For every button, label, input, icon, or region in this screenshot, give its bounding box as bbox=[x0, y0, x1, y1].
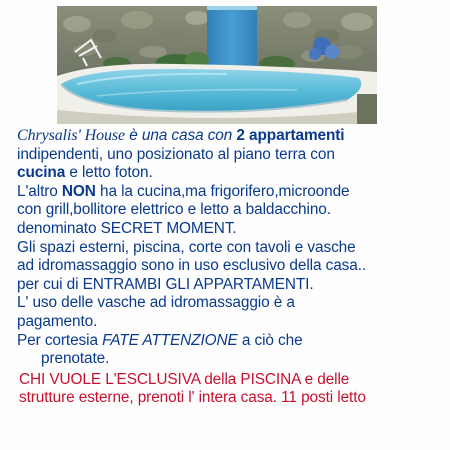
text-segment: è una casa con bbox=[125, 127, 237, 144]
warning-line-1: CHI VUOLE L'ESCLUSIVA della PISCINA e delle bbox=[19, 370, 350, 388]
text-segment: e letto foton. bbox=[65, 164, 153, 182]
text-line-8: ad idromassaggio sono in uso esclusivo della casa.. bbox=[17, 257, 367, 275]
text-line-3 bbox=[17, 164, 445, 183]
text-line-1 bbox=[17, 127, 445, 146]
text-segment: L'altro bbox=[17, 182, 62, 200]
text-line-2: indipendenti, uno posizionato al piano terra con bbox=[17, 145, 335, 163]
text-line-10: L' uso delle vasche ad idromassaggio è a bbox=[17, 294, 295, 312]
text-segment: Per cortesia bbox=[17, 331, 103, 349]
text-segment: a ciò che bbox=[237, 331, 303, 349]
text-line-13: prenotate. bbox=[41, 350, 110, 368]
text-line-7: Gli spazi esterni, piscina, corte con tavoli e vasche bbox=[17, 238, 356, 256]
description-text bbox=[17, 127, 445, 408]
non-word: NON bbox=[61, 182, 96, 200]
brand-name: Chrysalis' House bbox=[17, 127, 126, 144]
text-line-11: pagamento. bbox=[17, 312, 98, 330]
text-line-4 bbox=[17, 183, 445, 202]
pool-photo-image bbox=[57, 6, 377, 124]
attention-phrase: FATE ATTENZIONE bbox=[102, 331, 238, 349]
text-line-5: con grill,bollitore elettrico e letto a baldacchino. bbox=[17, 201, 331, 219]
warning-line-2: strutture esterne, prenoti l' intera casa. 11 posti letto bbox=[19, 389, 366, 407]
text-line-12 bbox=[17, 332, 445, 351]
text-line-9: per cui di ENTRAMBI GLI APPARTAMENTI. bbox=[17, 275, 314, 293]
kitchen-word: cucina bbox=[17, 164, 66, 182]
text-line-6: denominato SECRET MOMENT. bbox=[17, 219, 237, 237]
text-segment: ha la cucina,ma frigorifero,microonde bbox=[95, 182, 350, 200]
apartments-count: 2 appartamenti bbox=[236, 127, 345, 144]
pool-photo bbox=[57, 6, 377, 124]
